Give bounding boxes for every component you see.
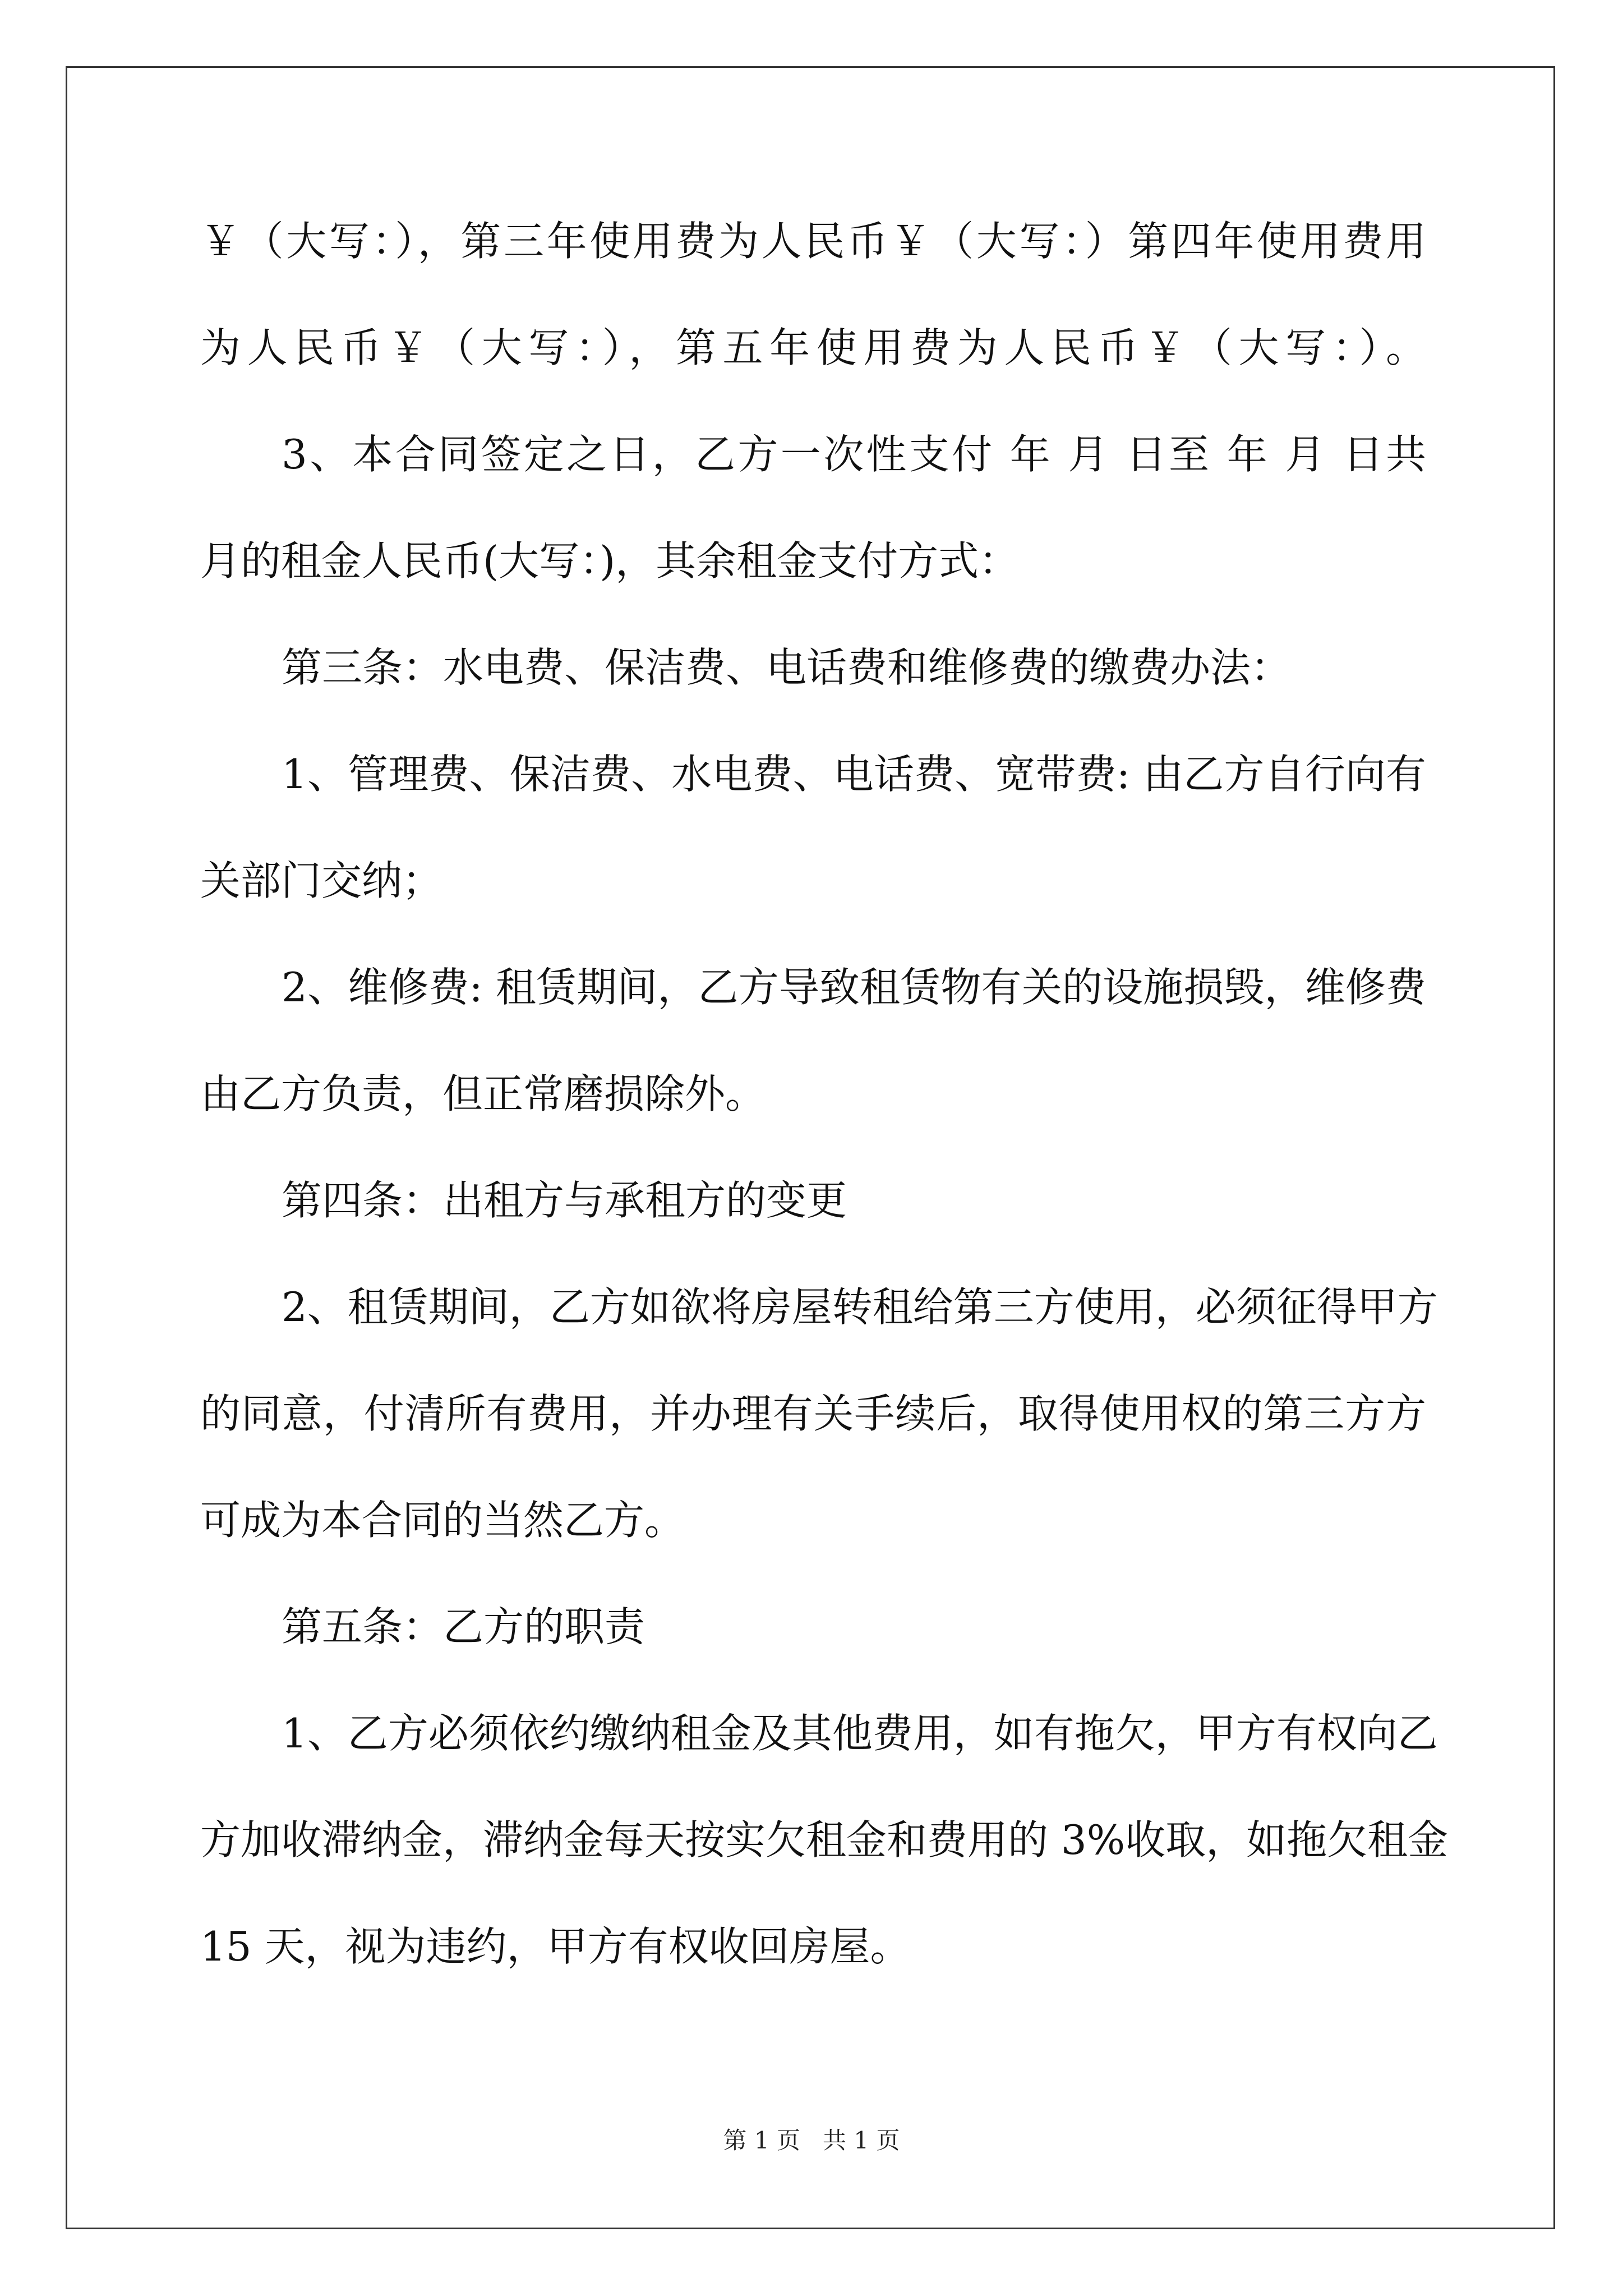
- text-line: 3、本合同签定之日，乙方一次性支付 年 月 日至 年 月 日共: [282, 431, 1426, 478]
- section-heading: 第四条：出租方与承租方的变更: [282, 1177, 847, 1224]
- section-heading: 第三条：水电费、保洁费、电话费和维修费的缴费办法：: [282, 644, 1292, 691]
- text-line: 1、乙方必须依约缴纳租金及其他费用，如有拖欠，甲方有权向乙: [282, 1710, 1438, 1757]
- text-line: 为人民币￥（大写：），第五年使用费为人民币￥（大写：）。: [200, 324, 1426, 371]
- text-line: 1、管理费、保洁费、水电费、电话费、宽带费: 由乙方自行向有: [282, 751, 1426, 798]
- section-heading: 第五条：乙方的职责: [282, 1603, 645, 1650]
- page-number: 第 1 页 共 1 页: [723, 2127, 900, 2154]
- text-line: 2、维修费: 租赁期间，乙方导致租赁物有关的设施损毁，维修费: [282, 964, 1426, 1011]
- page-border: [66, 66, 1555, 2229]
- text-line: 关部门交纳；: [200, 857, 443, 904]
- text-line: 的同意，付清所有费用，并办理有关手续后，取得使用权的第三方方: [200, 1390, 1426, 1437]
- text-line: 方加收滞纳金，滞纳金每天按实欠租金和费用的 3%收取，如拖欠租金: [200, 1816, 1449, 1864]
- text-line: 月的租金人民币(大写：)，其余租金支付方式：: [200, 537, 1020, 585]
- text-line: ￥（大写：），第三年使用费为人民币￥（大写：）第四年使用费用: [200, 218, 1426, 265]
- text-line: 由乙方负责，但正常磨损除外。: [200, 1070, 766, 1117]
- text-line: 15 天，视为违约，甲方有权收回房屋。: [200, 1923, 911, 1970]
- text-line: 2、租赁期间，乙方如欲将房屋转租给第三方使用，必须征得甲方: [282, 1283, 1438, 1331]
- text-line: 可成为本合同的当然乙方。: [200, 1497, 685, 1544]
